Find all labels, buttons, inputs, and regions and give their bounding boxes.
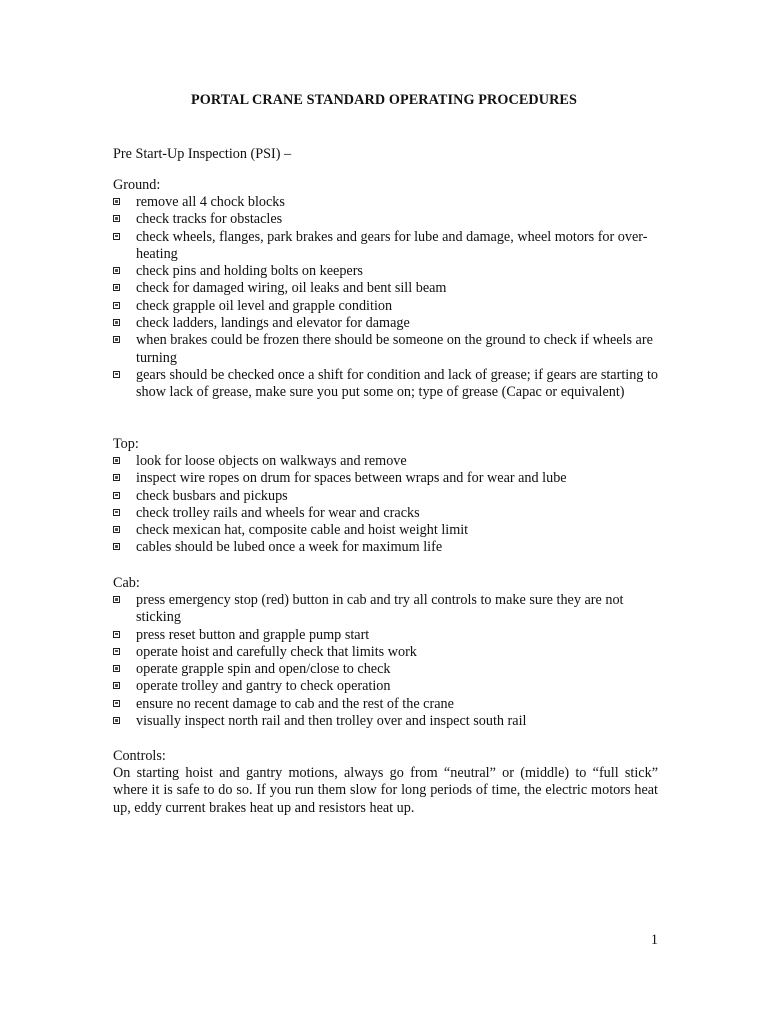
checklist-item bbox=[113, 505, 658, 522]
section-controls bbox=[113, 748, 658, 817]
checklist-item bbox=[113, 453, 658, 470]
checkbox-bullet-icon bbox=[113, 648, 120, 655]
checklist-item bbox=[113, 211, 658, 228]
checklist-item bbox=[113, 644, 658, 661]
checklist-item bbox=[113, 332, 658, 367]
checklist-item-text: check wheels, flanges, park brakes and gears for lube and damage, wheel motors for over-heating bbox=[136, 228, 648, 262]
checkbox-bullet-icon bbox=[113, 336, 120, 343]
section-ground bbox=[113, 177, 658, 402]
checklist-item-text: press reset button and grapple pump start bbox=[136, 626, 370, 643]
checklist bbox=[113, 453, 658, 557]
controls-paragraph: On starting hoist and gantry motions, always go from “neutral” or (middle) to “full stick” where it is safe to do so. If you run them slow for long periods of time, the electric motors heat up, eddy current brakes heat up and resistors heat up. bbox=[113, 765, 658, 816]
section-top bbox=[113, 436, 658, 557]
checklist-item bbox=[113, 263, 658, 280]
section-heading: Controls: bbox=[113, 748, 166, 764]
checkbox-bullet-icon bbox=[113, 665, 120, 672]
section-heading: Cab: bbox=[113, 575, 140, 591]
checkbox-bullet-icon bbox=[113, 631, 120, 638]
checklist-item-text: operate hoist and carefully check that limits work bbox=[136, 643, 417, 660]
checklist-item bbox=[113, 713, 658, 730]
checkbox-bullet-icon bbox=[113, 319, 120, 326]
checkbox-bullet-icon bbox=[113, 198, 120, 205]
checklist bbox=[113, 592, 658, 730]
section-cab bbox=[113, 575, 658, 730]
checklist-item bbox=[113, 592, 658, 627]
checklist-item bbox=[113, 539, 658, 556]
checklist-item-text: press emergency stop (red) button in cab and try all controls to make sure they are not sticking bbox=[136, 592, 624, 626]
checkbox-bullet-icon bbox=[113, 492, 120, 499]
checklist-item bbox=[113, 194, 658, 211]
document-subtitle: Pre Start-Up Inspection (PSI) – bbox=[113, 146, 292, 162]
checklist-item-text: inspect wire ropes on drum for spaces between wraps and for wear and lube bbox=[136, 470, 567, 487]
checklist-item bbox=[113, 280, 658, 297]
checklist-item-text: check mexican hat, composite cable and hoist weight limit bbox=[136, 522, 469, 539]
checklist-item-text: ensure no recent damage to cab and the rest of the crane bbox=[136, 695, 454, 712]
checklist-item-text: check ladders, landings and elevator for damage bbox=[136, 315, 410, 332]
checklist-item-text: cables should be lubed once a week for maximum life bbox=[136, 539, 443, 556]
checkbox-bullet-icon bbox=[113, 700, 120, 707]
checkbox-bullet-icon bbox=[113, 526, 120, 533]
checklist-item bbox=[113, 522, 658, 539]
section-heading: Top: bbox=[113, 436, 139, 452]
document-title: PORTAL CRANE STANDARD OPERATING PROCEDURES bbox=[190, 92, 577, 108]
checklist-item bbox=[113, 315, 658, 332]
checkbox-bullet-icon bbox=[113, 267, 120, 274]
checklist-item bbox=[113, 678, 658, 695]
checklist bbox=[113, 194, 658, 402]
checklist-item-text: check tracks for obstacles bbox=[136, 211, 283, 228]
checklist-item-text: check for damaged wiring, oil leaks and bent sill beam bbox=[136, 280, 447, 297]
checklist-item bbox=[113, 488, 658, 505]
checklist-item bbox=[113, 661, 658, 678]
checkbox-bullet-icon bbox=[113, 233, 120, 240]
page-number: 1 bbox=[650, 932, 658, 948]
checklist-item-text: check busbars and pickups bbox=[136, 487, 288, 504]
checkbox-bullet-icon bbox=[113, 474, 120, 481]
checklist-item-text: operate grapple spin and open/close to check bbox=[136, 661, 391, 678]
checkbox-bullet-icon bbox=[113, 457, 120, 464]
checklist-item-text: visually inspect north rail and then trolley over and inspect south rail bbox=[136, 713, 527, 730]
section-heading: Ground: bbox=[113, 177, 161, 193]
checklist-item-text: check trolley rails and wheels for wear and cracks bbox=[136, 504, 420, 521]
checkbox-bullet-icon bbox=[113, 682, 120, 689]
checklist-item bbox=[113, 298, 658, 315]
checklist-item-text: gears should be checked once a shift for condition and lack of grease; if gears are starting to show lack of grease, make sure you put some on; type of grease (Capac or equivalent) bbox=[136, 366, 658, 401]
checkbox-bullet-icon bbox=[113, 215, 120, 222]
checklist-item-text: when brakes could be frozen there should be someone on the ground to check if wheels are turning bbox=[136, 332, 653, 366]
checklist-item bbox=[113, 367, 658, 402]
checkbox-bullet-icon bbox=[113, 717, 120, 724]
checklist-item bbox=[113, 470, 658, 487]
checkbox-bullet-icon bbox=[113, 596, 120, 603]
checklist-item-text: check grapple oil level and grapple condition bbox=[136, 297, 393, 314]
checklist-item-text: operate trolley and gantry to check operation bbox=[136, 678, 391, 695]
checkbox-bullet-icon bbox=[113, 509, 120, 516]
checkbox-bullet-icon bbox=[113, 302, 120, 309]
checklist-item-text: remove all 4 chock blocks bbox=[136, 194, 285, 210]
checkbox-bullet-icon bbox=[113, 371, 120, 378]
checklist-item-text: check pins and holding bolts on keepers bbox=[136, 263, 363, 280]
checklist-item bbox=[113, 627, 658, 644]
checklist-item bbox=[113, 229, 658, 264]
checkbox-bullet-icon bbox=[113, 543, 120, 550]
checklist-item-text: look for loose objects on walkways and remove bbox=[136, 453, 407, 469]
checkbox-bullet-icon bbox=[113, 284, 120, 291]
checklist-item bbox=[113, 696, 658, 713]
